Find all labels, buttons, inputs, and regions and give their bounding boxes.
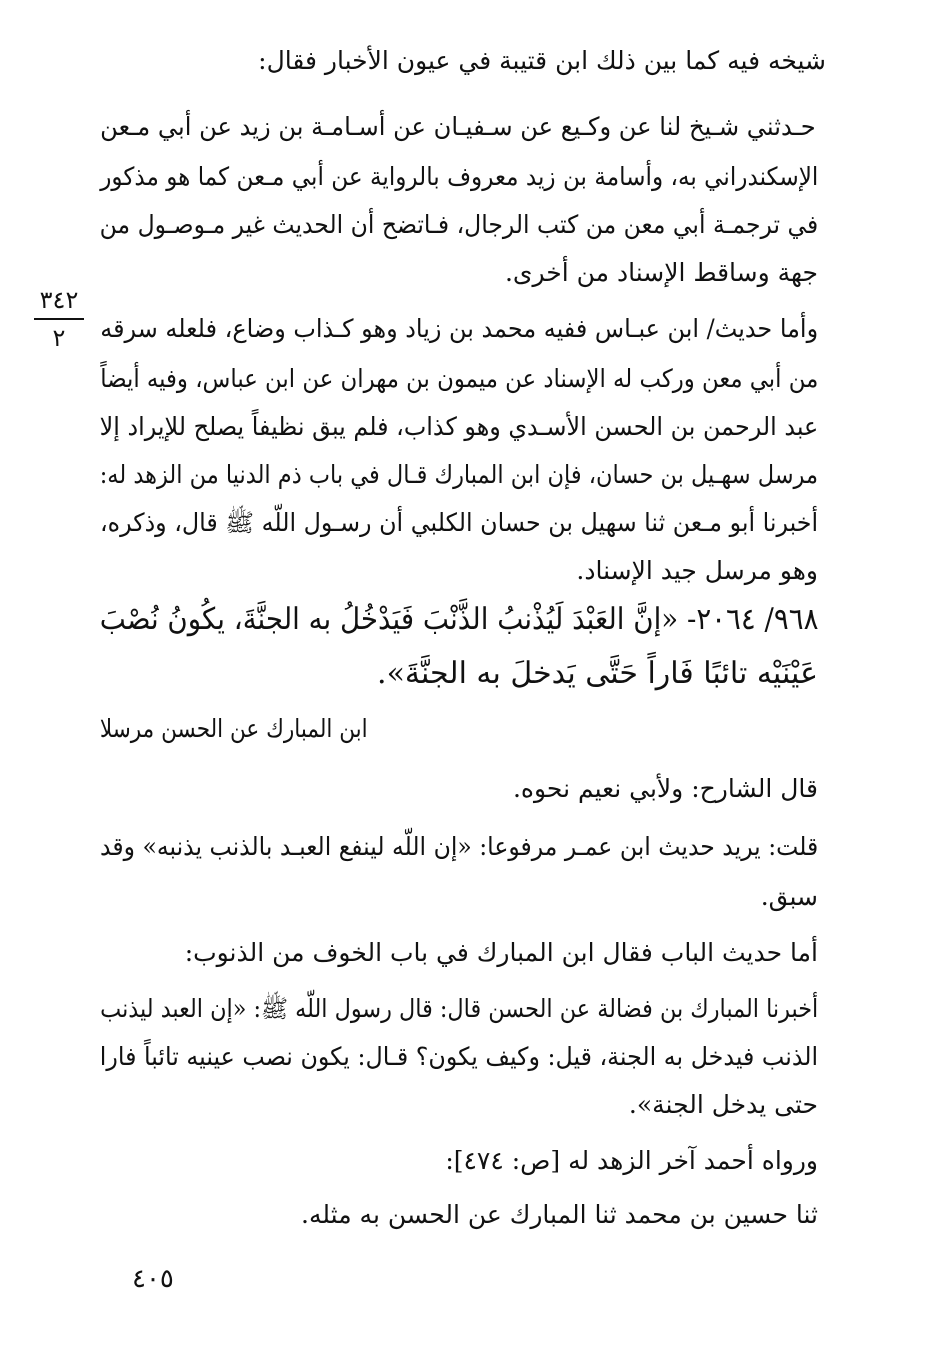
text-line-2: حـدثني شـيخ لنا عن وكـيع عن سـفيـان عن أسـامـة بن زيد عن أبي مـعن — [100, 112, 816, 141]
margin-reference — [34, 286, 84, 352]
margin-reference-rule — [34, 318, 84, 320]
text-line-1: شيخه فيه كما بين ذلك ابن قتيبة في عيون الأخبار فقال: — [258, 46, 826, 75]
margin-reference-top: ٣٤٢ — [39, 286, 79, 314]
text-line-21: حتى يدخل الجنة». — [628, 1090, 818, 1119]
text-line-6: وأما حديث/ ابن عبـاس ففيه محمد بن زياد وهو كـذاب وضاع، فلعله سرقه — [100, 314, 818, 343]
text-line-7: من أبي معن وركب له الإسناد عن ميمون بن مهران عن ابن عباس، وفيه أيضاً — [99, 364, 818, 393]
text-line-8: عبد الرحمن بن الحسن الأسـدي وهو كذاب، فلم يبق نظيفاً يصلح للإيراد إلا — [99, 412, 818, 441]
hadith-line-2: عَيْنَيْه تائبًا فَاراً حَتَّى يَدخلَ به الجنَّةَ». — [377, 656, 818, 691]
text-line-5: جهة وساقط الإسناد من أخرى. — [504, 258, 818, 287]
margin-reference-bottom: ٢ — [52, 324, 66, 352]
text-line-22: ورواه أحمد آخر الزهد له [ص: ٤٧٤]: — [445, 1146, 818, 1175]
text-line-17: سبق. — [760, 882, 818, 911]
text-line-20: الذنب فيدخل به الجنة، قيل: وكيف يكون؟ قـال: يكون نصب عينيه تائباً فارا — [99, 1042, 818, 1071]
text-line-18: أما حديث الباب فقال ابن المبارك في باب الخوف من الذنوب: — [184, 938, 818, 967]
text-line-19: أخبرنا المبارك بن فضالة عن الحسن قال: قال رسول اللّه ﷺ: «إن العبد ليذنب — [99, 994, 818, 1023]
page-number: ٤٠٥ — [132, 1264, 174, 1294]
hadith-line-1: ٩٦٨/ ٢٠٦٤- «إنَّ العَبْدَ لَيُذْنبُ الذَّنْبَ فَيَدْخُلُ به الجنَّةَ، يكُونُ نُصْبَ — [99, 602, 818, 637]
text-line-16: قلت: يريد حديث ابن عمـر مرفوعا: «إن اللّه لينفع العبـد بالذنب يذنبه» وقد — [99, 832, 818, 861]
text-line-10: أخبرنا أبو مـعن ثنا سهيل بن حسان الكلبي أن رسـول اللّه ﷺ قال، وذكره، — [99, 508, 818, 537]
text-line-4: في ترجمـة أبي معن من كتب الرجال، فـاتضح أن الحديث غير مـوصـول من — [99, 210, 818, 239]
text-line-11: وهو مرسل جيد الإسناد. — [576, 556, 818, 585]
text-line-3: الإسكندراني به، وأسامة بن زيد معروف بالرواية عن أبي مـعن كما هو مذكور — [99, 162, 818, 191]
text-line-15: قال الشارح: ولأبي نعيم نحوه. — [512, 774, 818, 803]
source-line: ابن المبارك عن الحسن مرسلا — [100, 714, 368, 743]
text-line-9: مرسل سهـيل بن حسان، فإن ابن المبارك قـال في باب ذم الدنيا من الزهد له: — [99, 460, 818, 489]
text-line-23: ثنا حسين بن محمد ثنا المبارك عن الحسن به مثله. — [301, 1200, 818, 1229]
